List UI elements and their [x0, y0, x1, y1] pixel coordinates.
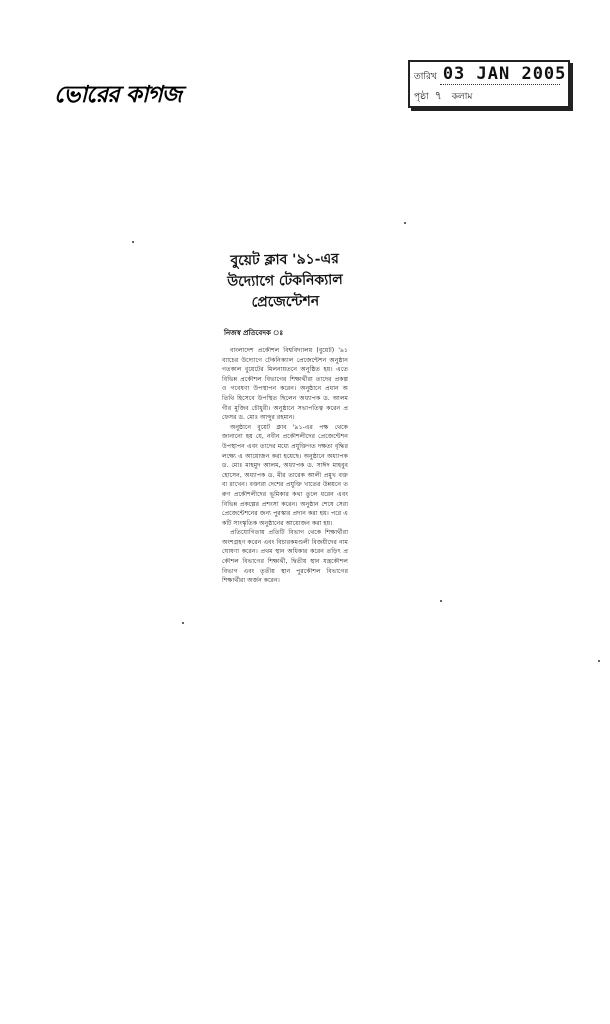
- stamp-page-label: পৃষ্ঠা: [414, 92, 429, 102]
- scan-speck: [182, 622, 184, 624]
- stamp-column-label: কলাম: [451, 92, 473, 102]
- stamp-page-row: [414, 87, 478, 106]
- article-body: [222, 346, 348, 586]
- article-paragraph: প্রতিযোগিতায় প্রতিটি বিভাগ থেকে শিক্ষার্থীরা অংশগ্রহণ করেন এবং বিচারকমণ্ডলী বিজয়ীদের নাম ঘোষণা করেন। প্রথম স্থান অধিকার করেন তড়িৎ প্রকৌশল বিভাগের শিক্ষার্থী, দ্বিতীয় স্থান যন্ত্রকৌশল বিভাগ এবং তৃতীয় স্থান পুরকৌশল বিভাগের শিক্ষার্থীরা অর্জন করেন।: [222, 529, 348, 585]
- stamp-date-value: 03 JAN 2005: [442, 64, 567, 84]
- headline-line-1: বুয়েট ক্লাব '৯১-এর: [230, 251, 339, 269]
- stamp-date-label: তারিখ: [414, 72, 437, 82]
- stamp-page-value: ৭: [434, 89, 442, 102]
- scan-speck: [598, 660, 600, 662]
- article-headline: [217, 249, 352, 314]
- stamp-date-row: [414, 66, 566, 84]
- stamp-divider: [440, 84, 560, 85]
- headline-line-2: উদ্যোগে টেকনিক্যাল: [227, 271, 343, 291]
- scan-speck: [404, 222, 406, 224]
- masthead: ভোরের কাগজ: [54, 81, 182, 108]
- article-paragraph: অনুষ্ঠানে বুয়েট ক্লাব '৯১-এর পক্ষ থেকে জানানো হয় যে, নবীন প্রকৌশলীদের প্রেজেন্টেশন উপস্থাপন এবং তাদের মধ্যে প্রযুক্তিগত দক্ষতা বৃদ্ধির লক্ষ্যে এ আয়োজন করা হয়েছে। অনুষ্ঠানে অধ্যাপক ড. মোঃ মাহমুদ আলম, অধ্যাপক ড. সাঈদ মাহবুব হোসেন, অধ্যাপক ড. মীর তারেক আলী প্রমুখ বক্তব্য রাখেন। বক্তারা দেশের প্রযুক্তি খাতের উন্নয়নে তরুণ প্রকৌশলীদের ভূমিকার কথা তুলে ধরেন এবং বিভিন্ন প্রকল্পের প্রশংসা করেন। অনুষ্ঠান শেষে সেরা প্রেজেন্টেশনের জন্য পুরস্কার প্রদান করা হয়। পরে একটি সাংস্কৃতিক অনুষ্ঠানের আয়োজন করা হয়।: [222, 423, 348, 527]
- scan-speck: [440, 600, 442, 602]
- date-stamp: [408, 60, 570, 108]
- scan-speck: [132, 241, 134, 243]
- headline-line-3: প্রেজেন্টেশন: [251, 293, 320, 311]
- article-paragraph: বাংলাদেশ প্রকৌশল বিশ্ববিদ্যালয় (বুয়েট) '৯১ ব্যাচের উদ্যোগে টেকনিক্যাল প্রেজেন্টেশন অনুষ্ঠান গতকাল বুয়েটের মিলনায়তনে অনুষ্ঠিত হয়। এতে বিভিন্ন প্রকৌশল বিভাগের শিক্ষার্থীরা তাদের প্রকল্প ও গবেষণা উপস্থাপন করেন। অনুষ্ঠানে প্রধান অতিথি হিসেবে উপস্থিত ছিলেন অধ্যাপক ড. আলমগীর মুজিব চৌধুরী। অনুষ্ঠানে সভাপতিত্ব করেন প্রফেসর ড. মোঃ আব্দুর রহমান।: [222, 347, 348, 422]
- news-clipping: [222, 250, 348, 586]
- article-byline: নিজস্ব প্রতিবেদক ঃ: [224, 329, 284, 337]
